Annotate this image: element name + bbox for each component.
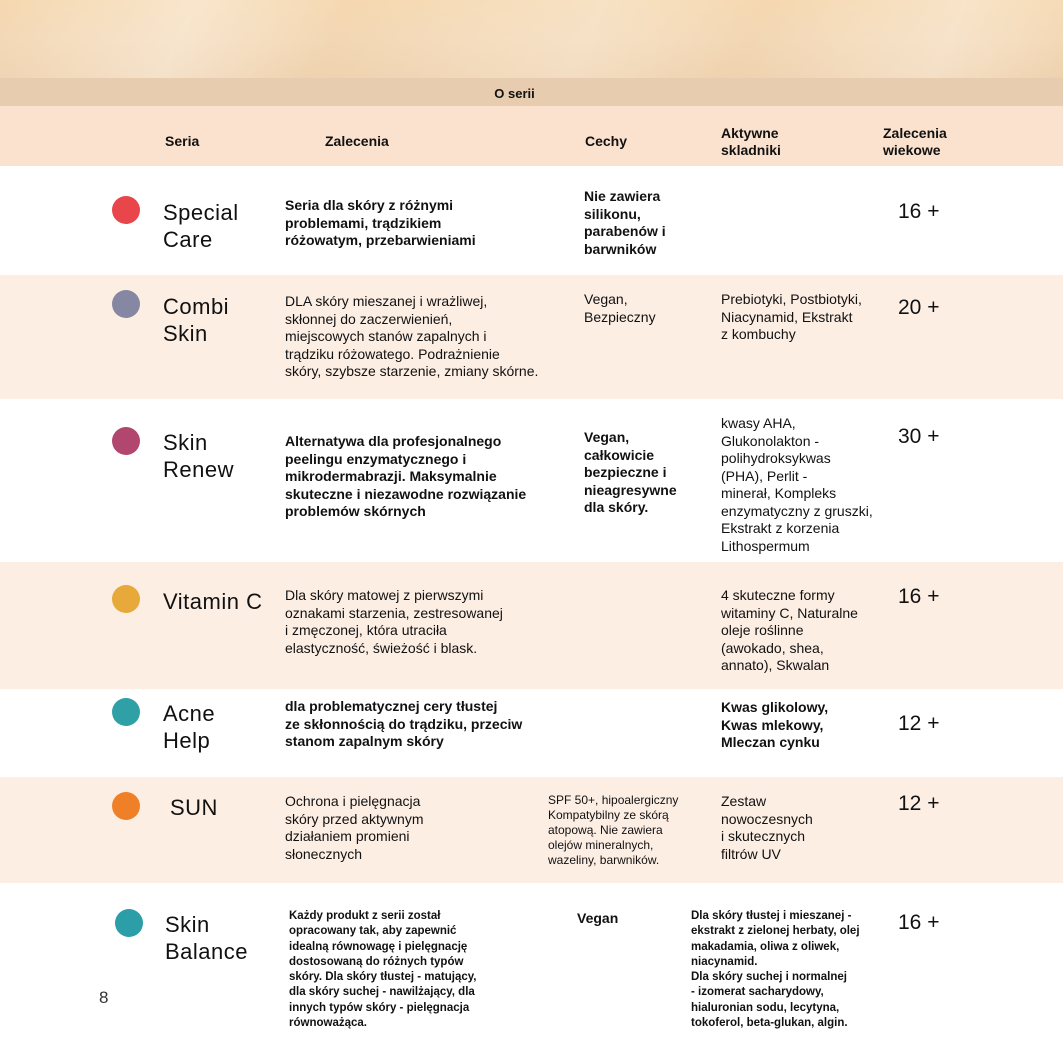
header-cechy: Cechy	[585, 133, 628, 149]
table-row	[0, 777, 1063, 883]
series-recommendation: Każdy produkt z serii został opracowany tak, aby zapewnić idealną równowagę i pielęgnację dostosowaną do różnych typów skóry. Dla skóry tłustej - matujący, dla skóry suchej - nawilżający, dla innych typów skóry - pielęgnacja równoważąca.	[289, 910, 477, 1030]
series-ingredients: 4 skuteczne formy witaminy C, Naturalne oleje roślinne (awokado, shea, annato), Skwalan	[721, 587, 858, 673]
series-color-dot	[112, 698, 140, 726]
series-recommendation: Ochrona i pielęgnacja skóry przed aktywnym działaniem promieni słonecznych	[285, 793, 424, 862]
series-name: Acne Help	[163, 701, 216, 753]
table-row	[0, 689, 1063, 777]
table-row	[0, 275, 1063, 399]
series-age: 16 +	[898, 200, 940, 223]
series-name: Combi Skin	[163, 294, 230, 346]
page-number: 8	[99, 988, 109, 1007]
section-title: O serii	[494, 86, 535, 101]
series-recommendation: DLA skóry mieszanej i wrażliwej, skłonnej do zaczerwienień, miejscowych stanów zapalnych i trądziku różowatego. Podrażnienie skóry, szybsze starzenie, zmiany skórne.	[285, 293, 539, 379]
series-features: Vegan, Bezpieczny	[584, 291, 656, 325]
series-name: SUN	[170, 795, 218, 820]
series-color-dot	[112, 290, 140, 318]
series-color-dot	[112, 427, 140, 455]
series-age: 16 +	[898, 911, 940, 934]
series-name: Skin Renew	[163, 430, 234, 482]
header-zalecenia: Zalecenia	[325, 133, 389, 149]
series-ingredients: Zestaw nowoczesnych i skutecznych filtrów UV	[721, 793, 813, 862]
series-age: 30 +	[898, 425, 940, 448]
series-name: Skin Balance	[165, 912, 249, 964]
series-color-dot	[112, 196, 140, 224]
table-row	[0, 166, 1063, 275]
table-header	[0, 106, 1063, 166]
series-features: Vegan, całkowicie bezpieczne i nieagresywne dla skóry.	[584, 429, 677, 515]
series-age: 20 +	[898, 296, 940, 319]
series-name: Vitamin C	[163, 589, 263, 614]
series-recommendation: dla problematycznej cery tłustej ze skłonnością do trądziku, przeciw stanom zapalnym skóry	[285, 698, 523, 749]
series-ingredients: Prebiotyki, Postbiotyki, Niacynamid, Ekstrakt z kombuchy	[721, 291, 862, 342]
series-color-dot	[112, 585, 140, 613]
series-ingredients: kwasy AHA, Glukonolakton - polihydroksykwas (PHA), Perlit - minerał, Kompleks enzymatyczny z gruszki, Ekstrakt z korzenia Lithospermum	[721, 415, 873, 554]
table-row	[0, 399, 1063, 562]
header-seria: Seria	[165, 133, 200, 149]
series-features: Nie zawiera silikonu, parabenów i barwników	[584, 188, 666, 257]
series-ingredients: Dla skóry tłustej i mieszanej - ekstrakt z zielonej herbaty, olej makadamia, oliwa z oliwek, niacynamid. Dla skóry suchej i normalnej - izomerat sacharydowy, hialuronian sodu, lecytyna, tokoferol, beta-glukan, algin.	[691, 910, 860, 1030]
series-ingredients: Kwas glikolowy, Kwas mlekowy, Mleczan cynku	[721, 699, 829, 750]
series-recommendation: Alternatywa dla profesjonalnego peelingu enzymatycznego i mikrodermabrazji. Maksymalnie skuteczne i niezawodne rozwiązanie problemów skórnych	[285, 433, 527, 519]
decorative-banner	[0, 0, 1063, 78]
series-age: 16 +	[898, 585, 940, 608]
section-title-bar	[0, 78, 1063, 106]
series-name: Special Care	[163, 200, 239, 252]
header-aktywne: Aktywne skladniki	[721, 125, 781, 158]
series-recommendation: Dla skóry matowej z pierwszymi oznakami starzenia, zestresowanej i zmęczonej, która utraciła elastyczność, świeżość i blask.	[285, 587, 503, 656]
series-features: Vegan	[577, 910, 619, 926]
series-features: SPF 50+, hipoalergiczny Kompatybilny ze skórą atopową. Nie zawiera olejów mineralnych, wazeliny, barwników.	[548, 793, 679, 867]
series-recommendation: Seria dla skóry z różnymi problemami, trądzikiem różowatym, przebarwieniami	[285, 197, 476, 248]
table-row	[0, 883, 1063, 1043]
header-wiek: Zalecenia wiekowe	[883, 125, 947, 158]
series-color-dot	[112, 792, 140, 820]
series-color-dot	[115, 909, 143, 937]
series-age: 12 +	[898, 792, 940, 815]
table-row	[0, 562, 1063, 689]
series-age: 12 +	[898, 712, 940, 735]
